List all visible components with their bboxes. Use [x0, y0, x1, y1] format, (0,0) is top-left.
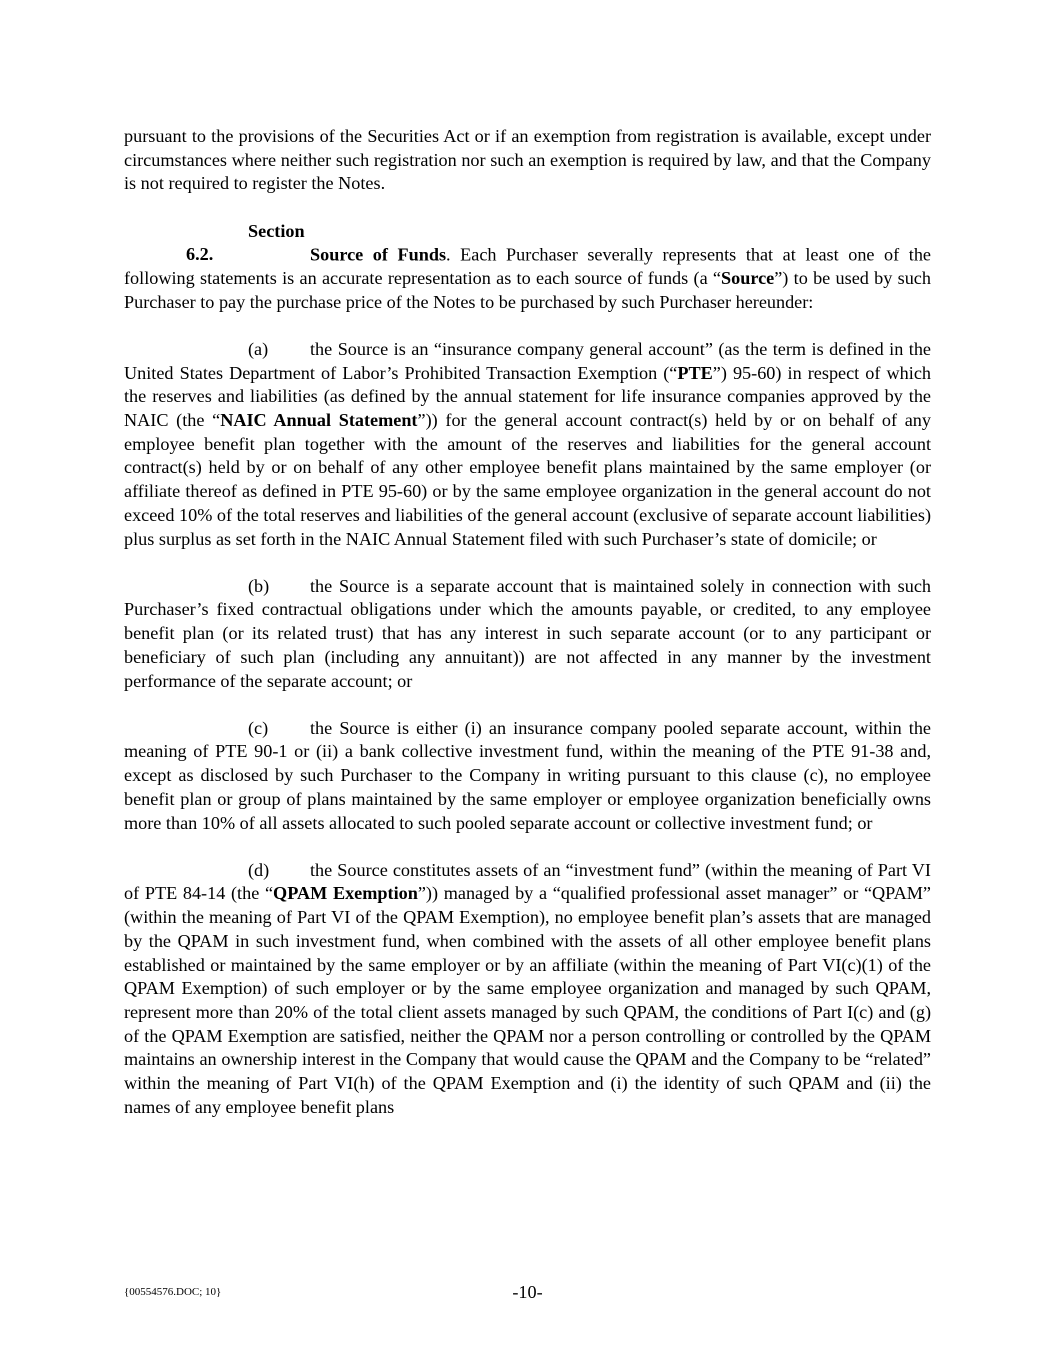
clause-a-label: (a): [248, 338, 269, 359]
section-number: Section 6.2.: [186, 220, 305, 265]
clause-d-text-1: the Source constitutes assets of an “investment fund” (within the meaning of Part VI of PTE 84-14 (the “: [124, 859, 931, 904]
clause-c-text: the Source is either (i) an insurance company pooled separate account, within the meaning of PTE 90-1 or (ii) a bank collective investment fund, within the meaning of the PTE 91-38 and, except as disclosed by such Purchaser to the Company in writing pursuant to this clause (c), no employee benefit plan or group of plans maintained by the same employer or employee organization beneficially owns more than 10% of all assets allocated to such pooled separate account or collective investment fund; or: [124, 717, 931, 833]
clause-a-text-2: ”) 95-60) in respect of which the reserves and liabilities (as defined by the annual statement for life insurance companies approved by the NAIC (the “: [124, 362, 931, 431]
section-title: Source of Funds: [310, 244, 447, 265]
defined-term-pte: PTE: [677, 362, 713, 383]
section-text-2: ”) to be used by such Purchaser to pay the purchase price of the Notes to be purchased by such Purchaser hereunder:: [124, 268, 931, 312]
clause-a-text-1: the Source is an “insurance company general account” (as the term is defined in the United States Department of Labor’s Prohibited Transaction Exemption (“: [124, 338, 931, 383]
document-page: [124, 125, 931, 1120]
intro-paragraph: pursuant to the provisions of the Securities Act or if an exemption from registration is available, except under circumstances where neither such registration nor such an exemption is required by law, and that the Company is not required to register the Notes.: [124, 126, 931, 194]
clause-d-label: (d): [248, 859, 270, 880]
clause-a: [124, 338, 931, 551]
section-text-1: . Each Purchaser severally represents that at least one of the following statements is an accurate representation as to each source of funds (a “: [124, 244, 931, 289]
defined-term-source: Source: [721, 268, 775, 289]
clause-b-text: the Source is a separate account that is maintained solely in connection with such Purchaser’s fixed contractual obligations under which the amounts payable, or credited, to any employee benefit plan (or its related trust) that has any interest in such separate account (or to any participant or beneficiary of such plan (including any annuitant)) are not affected in any manner by the investment performance of the separate account; or: [124, 575, 931, 691]
footer-document-id: {00554576.DOC; 10}: [124, 1286, 222, 1298]
footer-page-number: -10-: [512, 1282, 543, 1302]
section-6-2-paragraph: [124, 220, 931, 315]
clause-d-text-2: ”)) managed by a “qualified professional asset manager” or “QPAM” (within the meaning of Part VI of the QPAM Exemption), no employee benefit plan’s assets that are managed by the QPAM in such investment fund, when combined with the assets of all other employee benefit plans established or maintained by the same employer or by an affiliate (within the meaning of Part VI(c)(1) of the QPAM Exemption) of such employer or by the same employee organization and managed by such QPAM, represent more than 20% of the total client assets managed by such QPAM, the conditions of Part I(c) and (g) of the QPAM Exemption are satisfied, neither the QPAM nor a person controlling or controlled by the QPAM maintains an ownership interest in the Company that would cause the QPAM and the Company to be “related” within the meaning of Part VI(h) of the QPAM Exemption and (i) the identity of such QPAM and (ii) the names of any employee benefit plans: [124, 883, 932, 1117]
clause-d: [124, 859, 931, 1120]
clause-c-label: (c): [248, 717, 269, 738]
defined-term-naic-annual-statement: NAIC Annual Statement: [220, 410, 418, 431]
defined-term-qpam-exemption: QPAM Exemption: [273, 883, 418, 904]
clause-c: [124, 717, 931, 836]
clause-b-label: (b): [248, 575, 270, 596]
clause-a-text-3: ”)) for the general account contract(s) held by or on behalf of any employee benefit plan together with the amount of the reserves and liabilities for the general account contract(s) held by or on behalf of any other employee benefit plans maintained by the same employer (or affiliate thereof as defined in PTE 95-60) or by the same employee organization in the general account do not exceed 10% of the total reserves and liabilities of the general account (exclusive of separate account liabilities) plus surplus as set forth in the NAIC Annual Statement filed with such Purchaser’s state of domicile; or: [124, 410, 931, 549]
clause-b: [124, 575, 931, 694]
